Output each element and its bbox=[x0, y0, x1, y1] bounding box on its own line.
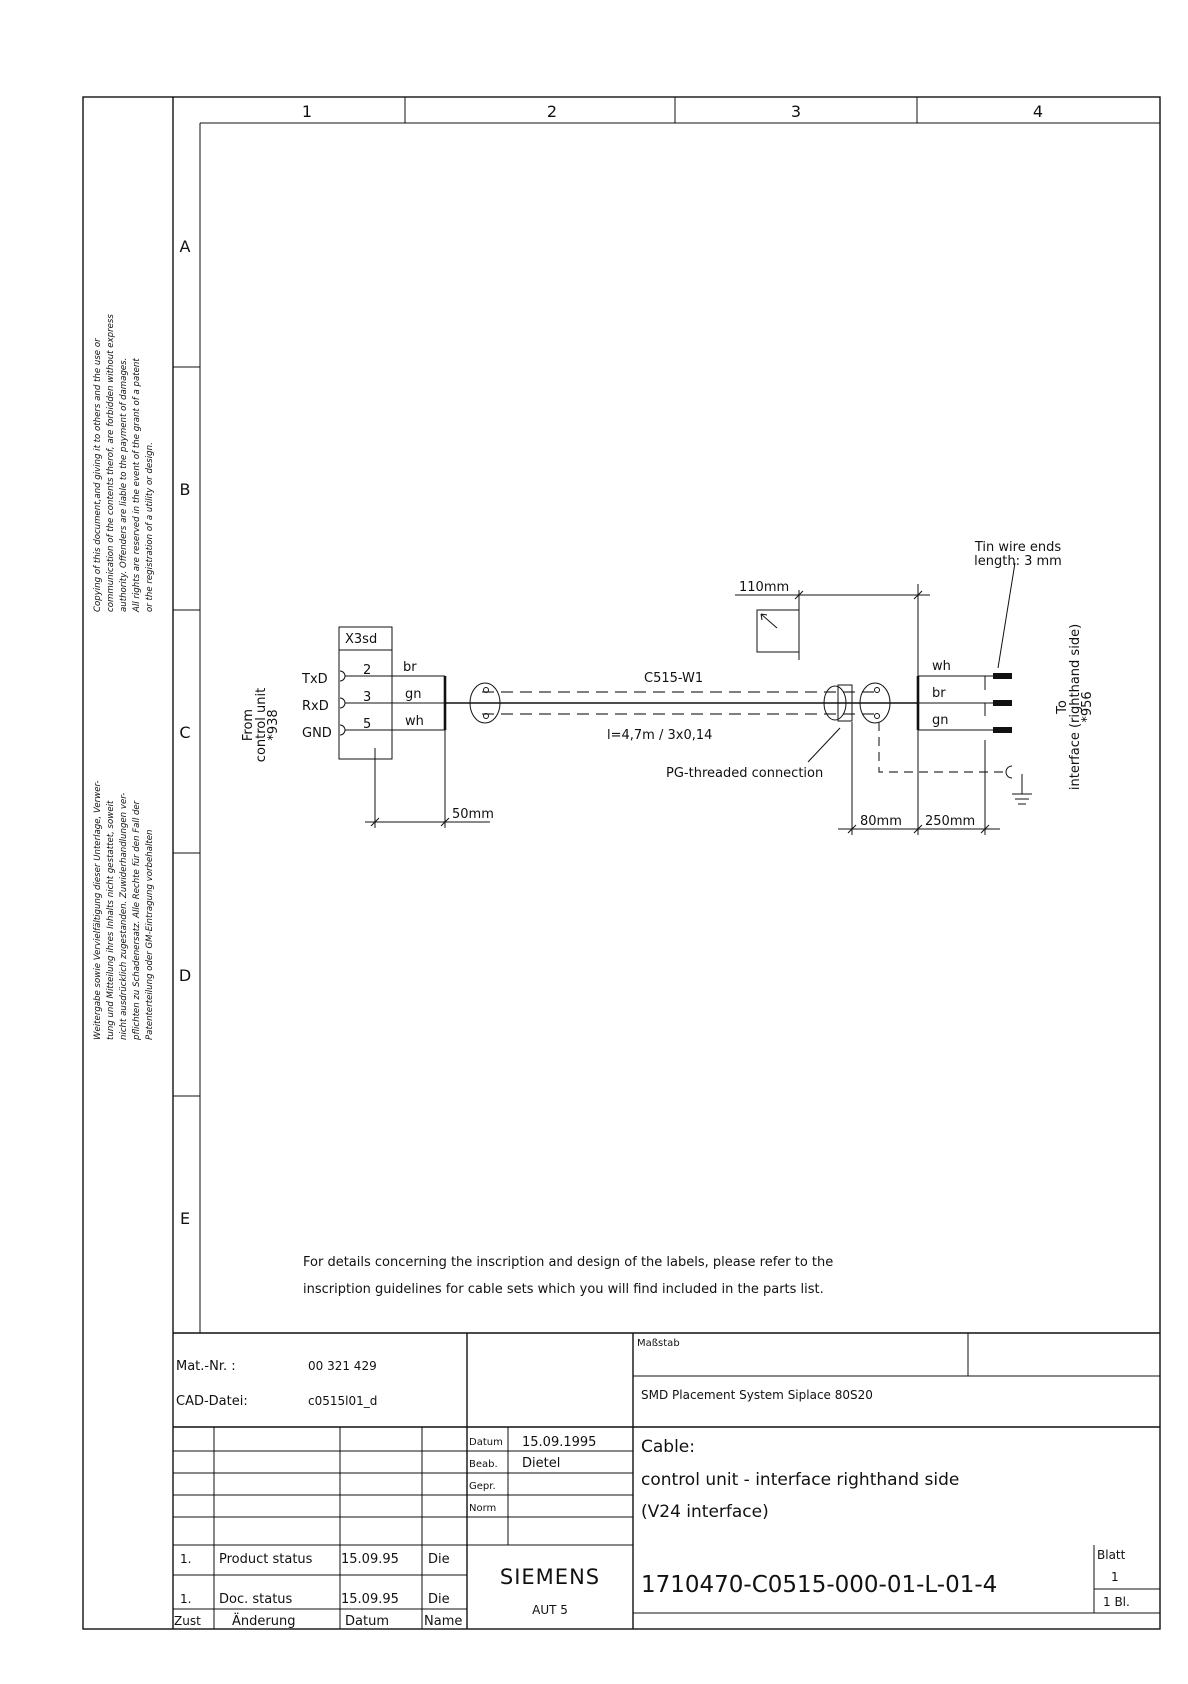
wiring-diagram bbox=[241, 540, 1095, 835]
copyright-note-en bbox=[93, 314, 155, 613]
copyright-note-de bbox=[93, 780, 155, 1041]
blatt-label: Blatt bbox=[1097, 1548, 1126, 1562]
svg-text:communication of the contents: communication of the contents therof, are forbidden without express bbox=[106, 314, 116, 612]
zone-row-e: E bbox=[179, 1209, 191, 1228]
col-aenderung: Änderung bbox=[232, 1614, 296, 1629]
tin-label-1: Tin wire ends bbox=[974, 540, 1062, 555]
status-1-change: Product status bbox=[219, 1552, 313, 1567]
cad-value: c0515l01_d bbox=[308, 1394, 378, 1408]
svg-text:or the registration of a utili: or the registration of a utility or design. bbox=[145, 442, 155, 612]
pin-5: 5 bbox=[363, 717, 372, 732]
svg-text:interface (righthand side): interface (righthand side) bbox=[1068, 623, 1083, 791]
tin-end-3 bbox=[993, 727, 1012, 733]
title-line-1: Cable: bbox=[641, 1437, 695, 1457]
beab-value: Dietel bbox=[522, 1456, 561, 1471]
document-number: 1710470-C0515-000-01-L-01-4 bbox=[641, 1572, 998, 1598]
blatt-value: 1 bbox=[1111, 1570, 1119, 1584]
zone-row-c: C bbox=[179, 723, 191, 742]
status-2-name: Die bbox=[428, 1592, 450, 1607]
svg-text:Weitergabe sowie Vervielfältig: Weitergabe sowie Vervielfältigung dieser Unterlage, Verwer- bbox=[93, 780, 103, 1040]
svg-text:authority. Offenders are liabl: authority. Offenders are liable to the payment of damages. bbox=[119, 357, 129, 612]
svg-text:*938: *938 bbox=[266, 709, 281, 741]
sheet-count: 1 Bl. bbox=[1103, 1595, 1130, 1609]
tin-end-1 bbox=[993, 673, 1012, 679]
mat-label: Mat.-Nr. : bbox=[176, 1359, 236, 1374]
signal-rxd: RxD bbox=[302, 699, 329, 714]
cable-spec: l=4,7m / 3x0,14 bbox=[607, 728, 713, 743]
pg-label: PG-threaded connection bbox=[666, 766, 824, 781]
wire-color-wh: wh bbox=[405, 714, 424, 729]
zone-col-1: 1 bbox=[301, 102, 313, 121]
svg-text:nicht ausdrücklich zugestanden: nicht ausdrücklich zugestanden. Zuwiderhandlungen ver- bbox=[119, 792, 129, 1040]
title-block bbox=[173, 1333, 1160, 1629]
end-color-wh: wh bbox=[932, 659, 951, 674]
company-logo: SIEMENS bbox=[499, 1565, 601, 1589]
zone-col-4: 4 bbox=[1032, 102, 1044, 121]
datum-label: Datum bbox=[469, 1437, 503, 1448]
dim-50mm: 50mm bbox=[452, 807, 494, 822]
status-1-name: Die bbox=[428, 1552, 450, 1567]
dim-250mm: 250mm bbox=[925, 814, 976, 829]
title-line-2: control unit - interface righthand side bbox=[641, 1470, 960, 1490]
gepr-label: Gepr. bbox=[469, 1481, 496, 1492]
norm-label: Norm bbox=[469, 1503, 497, 1514]
svg-text:tung und Mitteilung ihres Inha: tung und Mitteilung ihres Inhalts nicht gestattet, soweit bbox=[106, 800, 116, 1040]
note-line-2: inscription guidelines for cable sets which you will find included in the parts list. bbox=[303, 1282, 824, 1297]
system-name: SMD Placement System Siplace 80S20 bbox=[641, 1388, 873, 1402]
scale-label: Maßstab bbox=[637, 1338, 680, 1349]
wire-color-br: br bbox=[403, 660, 417, 675]
dim-110mm: 110mm bbox=[739, 580, 790, 595]
connector-label: X3sd bbox=[345, 632, 378, 647]
department: AUT 5 bbox=[532, 1603, 568, 1617]
tin-label-2: length: 3 mm bbox=[974, 554, 1062, 569]
svg-text:*956: *956 bbox=[1080, 691, 1095, 723]
zone-col-2: 2 bbox=[546, 102, 558, 121]
svg-text:pflichten zu Schadenersatz. Al: pflichten zu Schadenersatz. Alle Rechte für den Fall der bbox=[132, 800, 142, 1040]
mat-value: 00 321 429 bbox=[308, 1359, 377, 1373]
zone-col-3: 3 bbox=[790, 102, 802, 121]
signal-gnd: GND bbox=[302, 726, 332, 741]
zone-row-b: B bbox=[179, 480, 191, 499]
status-1-date: 15.09.95 bbox=[341, 1552, 399, 1567]
status-2-zust: 1. bbox=[180, 1592, 192, 1606]
end-color-gn: gn bbox=[932, 713, 949, 728]
svg-text:Copying of this document,and g: Copying of this document,and giving it to others and the use or bbox=[93, 338, 103, 612]
wire-color-gn: gn bbox=[405, 687, 422, 702]
svg-text:From: From bbox=[241, 708, 256, 742]
cable-id: C515-W1 bbox=[644, 671, 704, 686]
col-zust: Zust bbox=[174, 1614, 201, 1628]
note-line-1: For details concerning the inscription and design of the labels, please refer to the bbox=[303, 1255, 834, 1270]
status-2-date: 15.09.95 bbox=[341, 1592, 399, 1607]
pin-2: 2 bbox=[363, 663, 372, 678]
svg-text:control unit: control unit bbox=[254, 687, 269, 763]
tin-end-2 bbox=[993, 700, 1012, 706]
to-label bbox=[1055, 624, 1095, 790]
status-2-change: Doc. status bbox=[219, 1592, 293, 1607]
pin-contacts bbox=[340, 671, 345, 735]
status-1-zust: 1. bbox=[180, 1552, 192, 1566]
beab-label: Beab. bbox=[469, 1459, 498, 1470]
from-label bbox=[241, 688, 281, 762]
zone-row-a: A bbox=[179, 237, 191, 256]
zone-row-d: D bbox=[178, 966, 192, 985]
col-name: Name bbox=[424, 1614, 463, 1629]
pin-3: 3 bbox=[363, 690, 372, 705]
svg-text:All rights are reserved in the: All rights are reserved in the event of the grant of a patent bbox=[132, 358, 142, 612]
end-color-br: br bbox=[932, 686, 946, 701]
svg-text:Patenterteilung oder GM-Eintra: Patenterteilung oder GM-Eintragung vorbehalten bbox=[145, 829, 155, 1040]
signal-txd: TxD bbox=[302, 672, 328, 687]
dim-80mm: 80mm bbox=[860, 814, 902, 829]
title-line-3: (V24 interface) bbox=[641, 1502, 769, 1522]
svg-text:To: To bbox=[1055, 700, 1070, 714]
col-datum: Datum bbox=[345, 1614, 389, 1629]
cad-label: CAD-Datei: bbox=[176, 1394, 248, 1409]
datum-value: 15.09.1995 bbox=[522, 1435, 597, 1450]
